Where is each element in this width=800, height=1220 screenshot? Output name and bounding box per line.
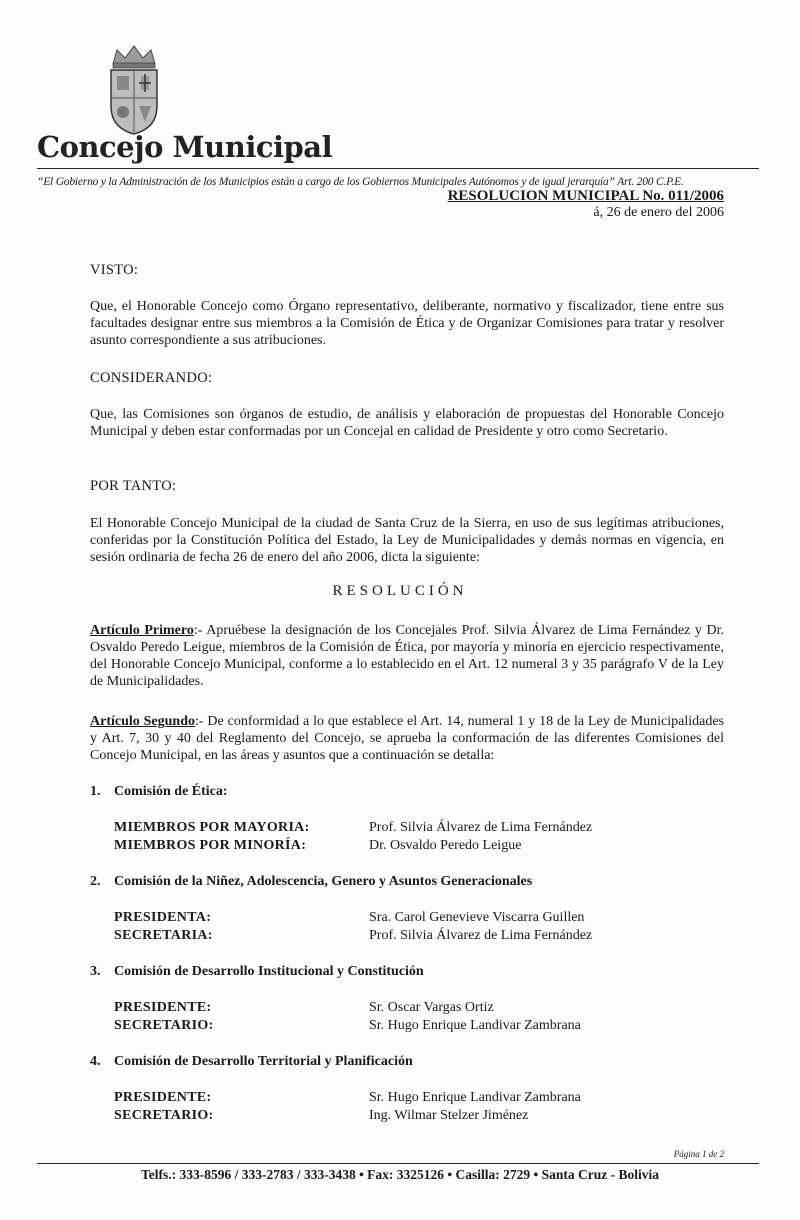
commission-1-title: 1. Comisión de Ética: bbox=[90, 784, 228, 799]
commission-4-person-2: Ing. Wilmar Stelzer Jiménez bbox=[369, 1108, 529, 1123]
considerando-text: Que, las Comisiones son órganos de estudio, de análisis y elaboración de propuestas del Honorable Concejo Municipal y deben estar conformadas por un Concejal en calidad de Presidente y otro como Secretario. bbox=[90, 407, 724, 439]
commission-3-person-1: Sr. Oscar Vargas Ortiz bbox=[369, 1000, 494, 1015]
article-second bbox=[90, 713, 724, 764]
article-first bbox=[90, 622, 724, 690]
portanto-text: El Honorable Concejo Municipal de la ciudad de Santa Cruz de la Sierra, en uso de sus legítimas atribuciones, conferidas por la Constitución Política del Estado, la Ley de Municipalidades y demás normas en vigencia, en sesión ordinaria de fecha 26 de enero del año 2006, dicta la siguiente: bbox=[90, 516, 724, 565]
footer-divider bbox=[37, 1163, 759, 1164]
constitution-quote: “El Gobierno y la Administración de los Municipios están a cargo de los Gobiernos Municipales Autónomos y de igual jerarquía” Art. 200 C.P.E. bbox=[37, 176, 684, 188]
commission-2-person-1: Sra. Carol Genevieve Viscarra Guillen bbox=[369, 910, 585, 925]
commission-2-role-1: PRESIDENTA: bbox=[114, 910, 212, 925]
commission-1-person-2: Dr. Osvaldo Peredo Leigue bbox=[369, 838, 522, 853]
commission-3-title: 3. Comisión de Desarrollo Institucional y Constitución bbox=[90, 964, 424, 979]
article-first-text: :- Apruébese la designación de los Concejales Prof. Silvia Álvarez de Lima Fernández y Dr. Osvaldo Peredo Leigue, miembros de la Comisión de Ética, por mayoría y minoría en ejercicio respectivamente, del Honorable Concejo Municipal, conforme a lo establecido en el Art. 12 numeral 3 y 35 parágrafo V de la Ley de Municipalidades. bbox=[90, 623, 724, 689]
article-second-label: Artículo Segundo bbox=[90, 714, 195, 729]
resolution-number: RESOLUCION MUNICIPAL No. 011/2006 bbox=[447, 188, 724, 204]
commission-1-role-1: MIEMBROS POR MAYORIA: bbox=[114, 820, 310, 835]
portanto-heading: POR TANTO: bbox=[90, 478, 177, 494]
article-first-label: Artículo Primero bbox=[90, 623, 194, 638]
commission-4-role-1: PRESIDENTE: bbox=[114, 1090, 212, 1105]
commission-3-role-2: SECRETARIO: bbox=[114, 1018, 214, 1033]
visto-text: Que, el Honorable Concejo como Órgano representativo, deliberante, normativo y fiscalizador, tiene entre sus facultades designar entre sus miembros a la Comisión de Ética y de Organizar Comisiones para tratar y resolver asunto correspondiente a sus atribuciones. bbox=[90, 299, 724, 348]
considerando-heading: CONSIDERANDO: bbox=[90, 370, 213, 386]
commission-2-person-2: Prof. Silvia Álvarez de Lima Fernández bbox=[369, 928, 593, 943]
commission-4-role-2: SECRETARIO: bbox=[114, 1108, 214, 1123]
coat-of-arms-icon bbox=[105, 44, 163, 136]
brand-title: Concejo Municipal bbox=[37, 130, 333, 164]
commission-3-person-2: Sr. Hugo Enrique Landivar Zambrana bbox=[369, 1018, 581, 1033]
resolucion-heading: RESOLUCIÓN bbox=[332, 583, 468, 599]
commission-4-title: 4. Comisión de Desarrollo Territorial y Planificación bbox=[90, 1054, 413, 1069]
commission-2-title: 2. Comisión de la Niñez, Adolescencia, Genero y Asuntos Generacionales bbox=[90, 874, 533, 889]
page-number: Página 1 de 2 bbox=[673, 1149, 724, 1159]
commission-4-person-1: Sr. Hugo Enrique Landivar Zambrana bbox=[369, 1090, 581, 1105]
header-divider bbox=[37, 168, 759, 169]
commission-2-role-2: SECRETARIA: bbox=[114, 928, 213, 943]
commission-3-role-1: PRESIDENTE: bbox=[114, 1000, 212, 1015]
footer-contact: Telfs.: 333-8596 / 333-2783 / 333-3438 • Fax: 3325126 • Casilla: 2729 • Santa Cruz - Bolivia bbox=[140, 1167, 660, 1182]
visto-heading: VISTO: bbox=[90, 262, 139, 278]
commission-1-role-2: MIEMBROS POR MINORÍA: bbox=[114, 838, 307, 853]
resolution-date: á, 26 de enero del 2006 bbox=[593, 205, 724, 220]
article-second-text: :- De conformidad a lo que establece el Art. 14, numeral 1 y 18 de la Ley de Municipalidades y Art. 7, 30 y 40 del Reglamento del Concejo, se aprueba la conformación de las diferentes Comisiones del Concejo Municipal, en las áreas y asuntos que a continuación se detalla: bbox=[90, 714, 725, 763]
commission-1-person-1: Prof. Silvia Álvarez de Lima Fernández bbox=[369, 820, 593, 835]
